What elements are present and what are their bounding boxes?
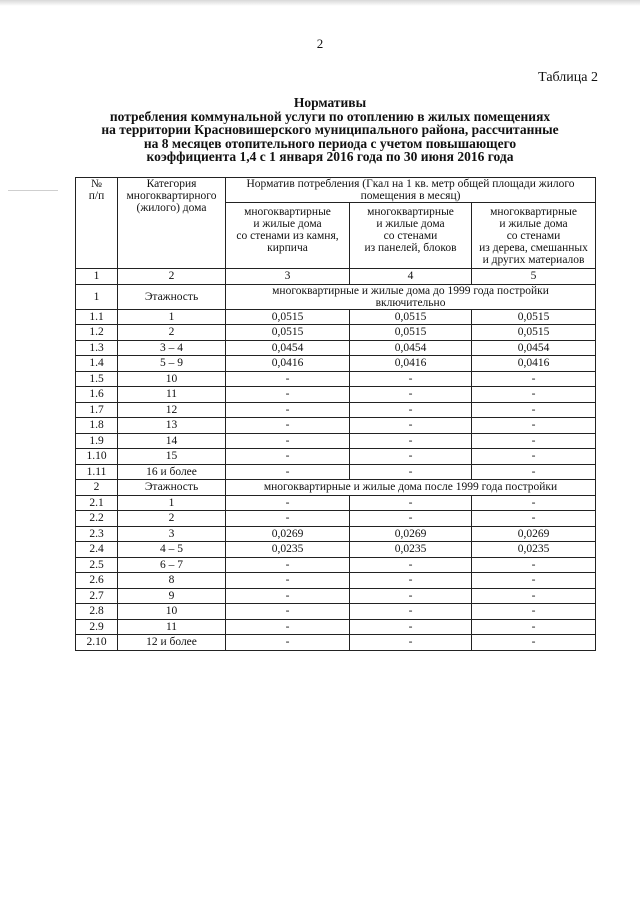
numbering-cell: 1 <box>76 269 118 285</box>
section-number: 1 <box>76 284 118 309</box>
row-number: 1.4 <box>76 356 118 372</box>
table-row <box>76 402 596 418</box>
norm-value: - <box>226 604 350 620</box>
header-text: п/п <box>88 190 105 202</box>
norm-value: - <box>226 433 350 449</box>
title-line: на территории Красновишерского муниципального района, рассчитанные <box>101 122 559 137</box>
norm-value: - <box>226 619 350 635</box>
norm-value: - <box>472 557 596 573</box>
norm-value: - <box>226 511 350 527</box>
section-description <box>226 284 596 309</box>
norm-value: - <box>226 418 350 434</box>
row-number: 1.3 <box>76 340 118 356</box>
scan-edge <box>0 0 640 6</box>
row-number: 2.2 <box>76 511 118 527</box>
table-row <box>76 340 596 356</box>
numbering-cell: 3 <box>226 269 350 285</box>
row-floors: 8 <box>118 573 226 589</box>
row-number: 2.10 <box>76 635 118 651</box>
norm-value: - <box>226 557 350 573</box>
norm-value: - <box>350 433 472 449</box>
numbering-cell: 5 <box>472 269 596 285</box>
norm-value: - <box>472 449 596 465</box>
row-number: 2.6 <box>76 573 118 589</box>
row-number: 1.8 <box>76 418 118 434</box>
norm-value: - <box>350 557 472 573</box>
table-row <box>76 495 596 511</box>
norm-value: - <box>350 635 472 651</box>
header-text: Категория <box>146 178 197 190</box>
norm-value: 0,0416 <box>472 356 596 372</box>
norm-value: 0,0416 <box>226 356 350 372</box>
norm-value: - <box>472 371 596 387</box>
norm-value: - <box>226 495 350 511</box>
row-number: 2.4 <box>76 542 118 558</box>
table-row <box>76 356 596 372</box>
table-row <box>76 433 596 449</box>
table-row <box>76 371 596 387</box>
header-text: кирпича <box>267 242 308 254</box>
row-floors: 10 <box>118 371 226 387</box>
norm-value: - <box>226 371 350 387</box>
norm-value: - <box>350 387 472 403</box>
table-row <box>76 573 596 589</box>
norm-value: - <box>472 387 596 403</box>
header-category <box>118 178 226 269</box>
header-text: многоквартирные <box>367 206 454 218</box>
header-text: помещения в месяц) <box>360 190 461 202</box>
section-description-line: многоквартирные и жилые дома после 1999 года постройки <box>263 481 558 494</box>
header-text: многоквартирного <box>126 190 217 202</box>
norm-value: - <box>226 449 350 465</box>
header-text: (жилого) дома <box>136 202 207 214</box>
norm-value: 0,0269 <box>226 526 350 542</box>
row-floors: 15 <box>118 449 226 465</box>
norm-value: 0,0515 <box>350 325 472 341</box>
row-number: 2.7 <box>76 588 118 604</box>
header-text: со стенами <box>506 230 561 242</box>
norm-value: 0,0515 <box>226 309 350 325</box>
norm-value: - <box>350 418 472 434</box>
row-floors: 14 <box>118 433 226 449</box>
norm-value: - <box>472 604 596 620</box>
row-floors: 1 <box>118 495 226 511</box>
header-text: Норматив потребления (Гкал на 1 кв. метр общей площади жилого <box>246 178 575 190</box>
row-floors: 12 и более <box>118 635 226 651</box>
row-floors: 1 <box>118 309 226 325</box>
norm-value: - <box>350 449 472 465</box>
norm-value: - <box>350 573 472 589</box>
section-number: 2 <box>76 480 118 496</box>
norm-value: 0,0454 <box>350 340 472 356</box>
row-number: 1.10 <box>76 449 118 465</box>
row-floors: 16 и более <box>118 464 226 480</box>
norm-value: - <box>350 511 472 527</box>
row-floors: 11 <box>118 387 226 403</box>
header-text: и жилые дома <box>253 218 322 230</box>
row-number: 2.1 <box>76 495 118 511</box>
norm-value: - <box>472 635 596 651</box>
norm-value: - <box>226 588 350 604</box>
section-category: Этажность <box>118 480 226 496</box>
table-row <box>76 635 596 651</box>
page-number: 2 <box>316 36 324 51</box>
row-floors: 2 <box>118 511 226 527</box>
row-floors: 5 – 9 <box>118 356 226 372</box>
title-line: на 8 месяцев отопительного периода с учетом повышающего <box>143 135 517 151</box>
norm-value: 0,0454 <box>472 340 596 356</box>
norm-value: - <box>350 495 472 511</box>
subheader-panel <box>350 203 472 269</box>
norm-value: - <box>350 402 472 418</box>
subheader-stone <box>226 203 350 269</box>
table-row <box>76 449 596 465</box>
norm-value: 0,0515 <box>226 325 350 341</box>
header-text: и других материалов <box>482 254 585 266</box>
table-row <box>76 418 596 434</box>
norm-value: - <box>350 464 472 480</box>
table-row <box>76 511 596 527</box>
norm-value: 0,0454 <box>226 340 350 356</box>
norm-value: - <box>226 635 350 651</box>
norm-value: - <box>350 619 472 635</box>
margin-mark <box>8 190 58 191</box>
norm-value: - <box>472 573 596 589</box>
header-norm <box>226 178 596 203</box>
table-row <box>76 387 596 403</box>
row-number: 1.1 <box>76 309 118 325</box>
table-row <box>76 557 596 573</box>
title-line: потребления коммунальной услуги по отоплению в жилых помещениях <box>109 108 551 124</box>
header-text: многоквартирные <box>244 206 331 218</box>
table-row <box>76 526 596 542</box>
row-number: 1.6 <box>76 387 118 403</box>
norm-value: - <box>226 387 350 403</box>
row-floors: 13 <box>118 418 226 434</box>
norm-value: 0,0515 <box>472 309 596 325</box>
norm-value: - <box>226 573 350 589</box>
header-text: и жилые дома <box>499 218 568 230</box>
table-row <box>76 588 596 604</box>
header-text: со стенами <box>383 230 438 242</box>
norm-value: - <box>350 371 472 387</box>
norm-value: 0,0269 <box>472 526 596 542</box>
norm-value: - <box>226 464 350 480</box>
norm-value: - <box>472 511 596 527</box>
row-floors: 11 <box>118 619 226 635</box>
norm-value: 0,0515 <box>350 309 472 325</box>
section-description-line: включительно <box>375 296 446 309</box>
section-description <box>226 480 596 496</box>
row-floors: 6 – 7 <box>118 557 226 573</box>
norm-value: 0,0515 <box>472 325 596 341</box>
title-line: Нормативы <box>293 95 367 110</box>
title-line: коэффициента 1,4 с 1 января 2016 года по 30 июня 2016 года <box>146 149 514 164</box>
header-number <box>76 178 118 269</box>
row-floors: 10 <box>118 604 226 620</box>
table-row <box>76 619 596 635</box>
header-text: из панелей, блоков <box>364 242 457 254</box>
row-number: 2.3 <box>76 526 118 542</box>
row-floors: 3 <box>118 526 226 542</box>
norm-value: - <box>472 588 596 604</box>
row-floors: 3 – 4 <box>118 340 226 356</box>
row-number: 1.2 <box>76 325 118 341</box>
subheader-wood <box>472 203 596 269</box>
row-number: 1.7 <box>76 402 118 418</box>
section-row <box>76 480 596 496</box>
norm-value: 0,0269 <box>350 526 472 542</box>
row-floors: 9 <box>118 588 226 604</box>
row-floors: 2 <box>118 325 226 341</box>
row-number: 1.11 <box>76 464 118 480</box>
row-number: 1.5 <box>76 371 118 387</box>
norm-value: - <box>472 402 596 418</box>
numbering-cell: 2 <box>118 269 226 285</box>
table-row <box>76 542 596 558</box>
row-number: 2.9 <box>76 619 118 635</box>
document-title <box>60 96 600 164</box>
norm-value: - <box>472 619 596 635</box>
table-row <box>76 309 596 325</box>
norms-table <box>75 177 596 651</box>
row-number: 2.5 <box>76 557 118 573</box>
numbering-cell: 4 <box>350 269 472 285</box>
header-text: и жилые дома <box>376 218 445 230</box>
norm-value: - <box>350 588 472 604</box>
norm-value: 0,0235 <box>472 542 596 558</box>
norm-value: - <box>472 433 596 449</box>
norm-value: 0,0235 <box>350 542 472 558</box>
section-category: Этажность <box>118 284 226 309</box>
table-row <box>76 604 596 620</box>
norm-value: - <box>226 402 350 418</box>
row-floors: 12 <box>118 402 226 418</box>
norm-value: - <box>350 604 472 620</box>
norm-value: 0,0235 <box>226 542 350 558</box>
numbering-row <box>76 269 596 285</box>
header-text: № <box>91 178 102 190</box>
row-number: 1.9 <box>76 433 118 449</box>
header-text: многоквартирные <box>490 206 577 218</box>
norm-value: - <box>472 464 596 480</box>
header-text: со стенами из камня, <box>236 230 339 242</box>
section-description-line: многоквартирные и жилые дома до 1999 года постройки <box>272 284 549 297</box>
norm-value: - <box>472 495 596 511</box>
table-row <box>76 325 596 341</box>
row-floors: 4 – 5 <box>118 542 226 558</box>
header-text: из дерева, смешанных <box>479 242 588 254</box>
norm-value: 0,0416 <box>350 356 472 372</box>
norm-value: - <box>472 418 596 434</box>
table-label: Таблица 2 <box>538 70 598 85</box>
section-row <box>76 284 596 309</box>
table-row <box>76 464 596 480</box>
row-number: 2.8 <box>76 604 118 620</box>
